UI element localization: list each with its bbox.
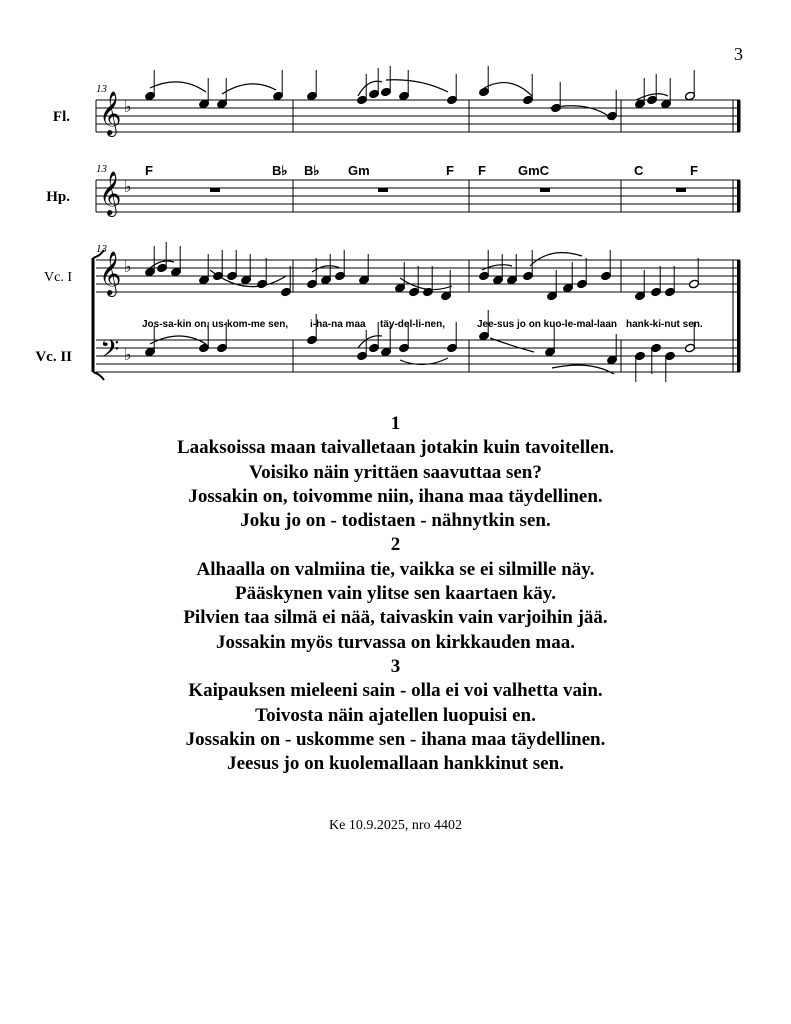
music-score	[0, 0, 791, 400]
verse-line: Joku jo on - todistaen - nähnytkin sen.	[240, 510, 551, 532]
verse-line: Toivosta näin ajatellen luopuisi en.	[255, 704, 536, 726]
page-number: 3	[734, 44, 743, 64]
verse-line: Laaksoissa maan taivalletaan jotakin kuin tavoitellen.	[176, 437, 615, 459]
measure-number-harp: 13	[96, 163, 107, 175]
lyrics	[142, 319, 703, 330]
chord-symbol: F	[690, 163, 698, 178]
chord-symbol: F	[145, 163, 153, 178]
instrument-label-cello2: Vc. II	[35, 349, 72, 365]
instrument-label-harp: Hp.	[46, 189, 70, 205]
svg-text:♭: ♭	[124, 345, 132, 364]
final-barline	[733, 100, 741, 372]
svg-text:♭: ♭	[124, 257, 132, 276]
chord-symbol: B♭	[272, 163, 288, 178]
chord-symbol: B♭	[304, 163, 320, 178]
measure-number-flute: 13	[96, 83, 107, 95]
svg-text:𝄞: 𝄞	[99, 171, 122, 215]
verse-line: Jeesus jo on kuolemallaan hankkinut sen.	[227, 753, 564, 775]
staff-lines	[96, 100, 740, 372]
lyric-line: Jee-sus jo on kuo-le-mal-laan	[477, 319, 618, 330]
verse-number: 2	[390, 534, 401, 556]
verse-line: Pilvien taa silmä ei nää, taivaskin vain varjoihin jää.	[183, 607, 608, 629]
verse-line: Jossakin on - uskomme sen - ihana maa täydellinen.	[185, 728, 606, 750]
instrument-label-cello1: Vc. I	[44, 270, 72, 285]
verse-line: Voisiko näin yrittäen saavuttaa sen?	[249, 461, 542, 483]
whole-rest-icon	[210, 188, 686, 192]
chord-symbols	[145, 163, 698, 178]
verse-line: Alhaalla on valmiina tie, vaikka se ei silmille näy.	[196, 558, 595, 580]
verse-line: Pääskynen vain ylitse sen kaartaen käy.	[235, 583, 556, 605]
flute-notes	[145, 66, 696, 121]
bass-clef-icon	[100, 335, 119, 370]
chord-symbol: F	[446, 163, 454, 178]
treble-clef-icon	[99, 91, 121, 297]
verse-number: 1	[390, 413, 401, 434]
svg-text:♭: ♭	[124, 97, 132, 116]
svg-text:𝄞: 𝄞	[99, 251, 122, 295]
svg-text:𝄢: 𝄢	[100, 335, 120, 370]
verse-line: Jossakin on, toivomme niin, ihana maa täydellinen.	[188, 485, 603, 507]
svg-text:𝄞: 𝄞	[99, 91, 122, 135]
lyric-line: i-ha-na maa	[310, 319, 366, 330]
chord-symbol: F	[478, 163, 486, 178]
flat-key-signature-icon	[124, 97, 132, 364]
lyric-line: Jos-sa-kin on, us-kom-me sen,	[142, 319, 289, 330]
verses-block	[0, 412, 791, 776]
chord-symbol: Gm	[348, 163, 370, 178]
measure-number-cello: 13	[96, 243, 107, 255]
instrument-label-flute: Fl.	[52, 109, 70, 125]
lyric-line: hank-ki-nut sen.	[626, 319, 703, 330]
verse-number: 3	[390, 655, 401, 677]
verse-line: Kaipauksen mieleeni sain - olla ei voi valhetta vain.	[188, 680, 603, 702]
svg-text:♭: ♭	[124, 177, 132, 196]
chord-symbol: C	[634, 163, 644, 178]
chord-symbol: GmC	[518, 163, 550, 178]
verse-line: Jossakin myös turvassa on kirkkauden maa.	[216, 631, 575, 653]
footer-date: Ke 10.9.2025, nro 4402	[329, 818, 462, 833]
barlines	[96, 100, 621, 372]
lyric-line: täy-del-li-nen,	[380, 319, 446, 330]
